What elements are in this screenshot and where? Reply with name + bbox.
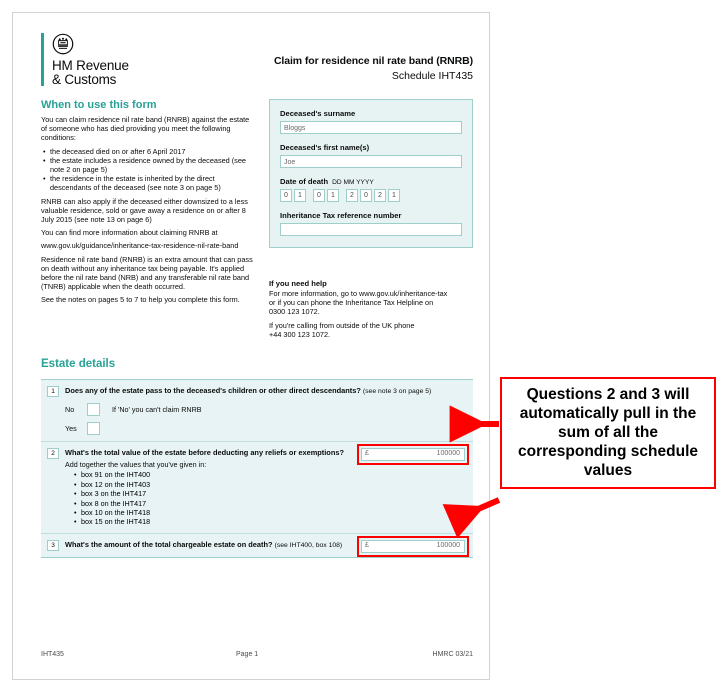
- conditions-list: [41, 147, 253, 193]
- first-names-input[interactable]: Joe: [280, 155, 462, 168]
- page-subtitle: Schedule IHT435: [391, 70, 473, 82]
- question-1-number: 1: [47, 386, 59, 397]
- estate-details-heading: Estate details: [41, 358, 116, 370]
- help-line-3: 0300 123 1072.: [269, 307, 320, 317]
- masthead: [41, 33, 473, 93]
- question-1-text: [65, 386, 467, 397]
- rnrb-explanation: Residence nil rate band (RNRB) is an extra amount that can pass on death without any inheritance tax being payable. It's applied before the nil rate band (NRB) and any transferable nil rate band (TNRB) applicable when the death occurred.: [41, 254, 253, 292]
- no-label: No: [65, 405, 75, 414]
- iht-reference-label: Inheritance Tax reference number: [280, 211, 402, 220]
- yes-label: Yes: [65, 424, 77, 433]
- form-page-sheet: [12, 12, 490, 680]
- list-item: • box 12 on the IHT403: [81, 480, 467, 489]
- day-digit-2[interactable]: 1: [294, 189, 306, 202]
- hmrc-wordmark: [52, 59, 129, 86]
- document-title-block: [213, 55, 473, 82]
- question-3-row: [41, 534, 473, 557]
- question-2-bullets: [65, 470, 467, 526]
- month-digit-2[interactable]: 1: [327, 189, 339, 202]
- more-info-intro: You can find more information about claiming RNRB at: [41, 228, 218, 238]
- question-3-note: (see IHT400, box 108): [274, 541, 343, 549]
- help-line-5: +44 300 123 1072.: [269, 329, 331, 339]
- list-item: • box 91 on the IHT400: [81, 470, 467, 479]
- no-checkbox[interactable]: [87, 403, 100, 416]
- guidance-url[interactable]: www.gov.uk/guidance/inheritance-tax-residence-nil-rate-band: [41, 241, 239, 251]
- estate-details-box: [41, 379, 473, 558]
- question-1-main: Does any of the estate pass to the deceased's children or other direct descendants?: [65, 386, 361, 395]
- footer-form-code: IHT435: [41, 651, 64, 658]
- list-item: • the estate includes a residence owned by the deceased (see note 2 on page 5): [50, 156, 253, 174]
- when-to-use-intro: You can claim residence nil rate band (RNRB) against the estate of someone who has died providing you meet the following conditions:: [41, 115, 250, 143]
- question-1-yes-row[interactable]: [65, 422, 467, 435]
- question-2-text: What's the total value of the estate before deducting any reliefs or exemptions?: [65, 448, 344, 457]
- list-item: • box 3 on the IHT417: [81, 489, 467, 498]
- help-section: [269, 279, 479, 343]
- surname-label: Deceased's surname: [280, 109, 356, 118]
- footer-revision: HMRC 03/21: [432, 651, 473, 658]
- list-item: • the deceased died on or after 6 April 2017: [50, 147, 253, 156]
- hmrc-line2: & Customs: [52, 71, 117, 87]
- list-item: • box 8 on the IHT417: [81, 499, 467, 508]
- question-2-number: 2: [47, 448, 59, 459]
- question-2-amount-input[interactable]: [361, 448, 465, 461]
- day-group[interactable]: [280, 189, 306, 202]
- question-3-main: What's the amount of the total chargeable estate on death?: [65, 539, 273, 549]
- when-to-use-heading: When to use this form: [41, 99, 157, 111]
- crown-icon: [52, 33, 74, 55]
- downsizing-paragraph: RNRB can also apply if the deceased either downsized to a less valuable residence, sold or gave away a residence on or after 8 July 2015 (see note 13 on page 6): [41, 196, 248, 225]
- day-digit-1[interactable]: 0: [280, 189, 292, 202]
- month-digit-1[interactable]: 0: [313, 189, 325, 202]
- no-side-note: If 'No' you can't claim RNRB: [112, 405, 202, 414]
- year-digit-3[interactable]: 2: [374, 189, 386, 202]
- question-1-row: [41, 380, 473, 442]
- date-of-death-input-group[interactable]: [280, 189, 462, 202]
- date-of-death-label: [280, 177, 462, 186]
- question-1-note: (see note 3 on page 5): [362, 388, 432, 395]
- list-item: • box 15 on the IHT418: [81, 517, 467, 526]
- when-to-use-section: [41, 99, 253, 309]
- question-1-no-row[interactable]: [65, 403, 467, 416]
- annotation-callout: Questions 2 and 3 will automatically pull in the sum of all the corresponding schedule values: [500, 377, 716, 489]
- list-item: • the residence in the estate is inherited by the direct descendants of the deceased (see note 3 on page 5): [50, 174, 253, 192]
- footer-page-number: Page 1: [236, 651, 259, 658]
- question-3-amount-input[interactable]: [361, 540, 465, 553]
- question-2-subtext: Add together the values that you've given in:: [65, 460, 207, 469]
- date-of-death-label-text: Date of death: [280, 177, 329, 186]
- first-names-label: Deceased's first name(s): [280, 143, 370, 152]
- question-3-amount-value: 100000: [436, 541, 460, 549]
- form-page-content: [41, 21, 473, 671]
- help-line-2: or if you can phone the Inheritance Tax Helpline on: [269, 298, 434, 308]
- date-format-hint: DD MM YYYY: [332, 179, 374, 186]
- deceased-details-panel: [269, 99, 473, 248]
- question-2-row: [41, 442, 473, 534]
- year-digit-4[interactable]: 1: [388, 189, 400, 202]
- page-title: Claim for residence nil rate band (RNRB): [273, 55, 473, 67]
- see-notes-paragraph: See the notes on pages 5 to 7 to help you complete this form.: [41, 295, 240, 305]
- help-line-4: If you're calling from outside of the UK phone: [269, 320, 415, 330]
- list-item: • box 10 on the IHT418: [81, 508, 467, 517]
- hmrc-logo: [41, 33, 129, 86]
- help-heading: If you need help: [269, 279, 327, 288]
- question-2-amount-value: 100000: [436, 450, 460, 457]
- currency-symbol: £: [365, 541, 369, 549]
- question-3-number: 3: [47, 540, 59, 551]
- yes-checkbox[interactable]: [87, 422, 100, 435]
- question-2-amount-wrap: [361, 448, 465, 461]
- iht-reference-input[interactable]: [280, 223, 462, 236]
- year-group[interactable]: [346, 189, 400, 202]
- help-line-1: For more information, go to www.gov.uk/inheritance-tax: [269, 289, 448, 298]
- year-digit-2[interactable]: 0: [360, 189, 372, 202]
- surname-input[interactable]: Bloggs: [280, 121, 462, 134]
- year-digit-1[interactable]: 2: [346, 189, 358, 202]
- month-group[interactable]: [313, 189, 339, 202]
- hmrc-line1: HM Revenue: [52, 58, 129, 73]
- question-3-amount-wrap: [361, 540, 465, 553]
- currency-symbol: £: [365, 450, 369, 457]
